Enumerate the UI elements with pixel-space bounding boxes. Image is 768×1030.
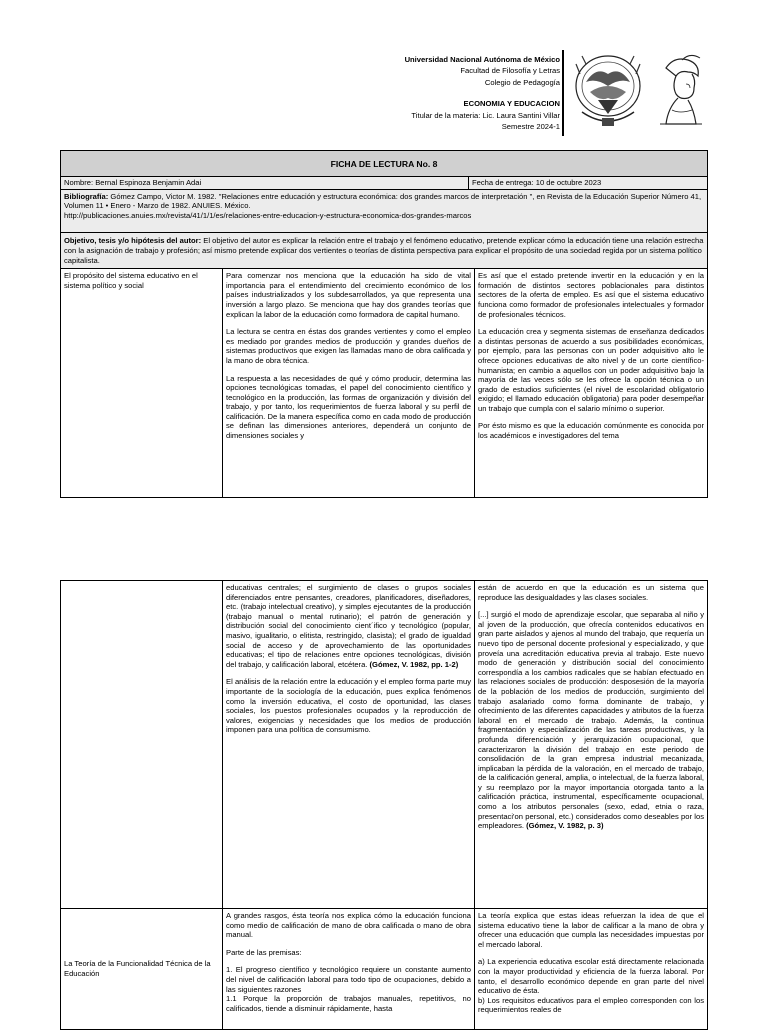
summary-paragraph: 1.1 Porque la proporción de trabajos manuales, repetitivos, no calificados, tiende a disminuir rápidamente, hasta xyxy=(226,994,471,1013)
commentary-paragraph: La educación crea y segmenta sistemas de enseñanza dedicados a distintas personas de acuerdo a sus posibilidades económicas, por ejemplo, para las personas con un poder adquisitivo alto le ofrece opciones educativas de alto nivel y de un corte científico-humanista; en cambio a aquellos con un poder adquisitivo bajo la mayoría de las veces sólo se les ofrece la opción técnica o un grado de estudios suficientes (el nivel de escolaridad obligatorio exigido; el llamado educación obligatoria) para poder desempeñar un trabajo que cumpla con el salario mínimo o superior. xyxy=(478,327,704,413)
summary-paragraph: educativas centrales; el surgimiento de clases o grupos sociales diferenciados entre pensantes, creadores, planificadores, diseñadores, etc. (trabajo intelectual creativo), y simples ejecutantes de la producción (trabajo manual o mental rutinario); el patrón de generación y distribución social del conocimiento cient´ifico y tecnológico (popular, masivo, igualitario, o elitista, restringido, clasista); el grado de igualdad social de acceso y de aprovechamiento de las oportunidades educativas; el tipo de relaciones entre opciones tecnológicas, división del trabajo, y calificación laboral, etcétera. (Gómez, V. 1982, pp. 1-2) xyxy=(226,583,471,669)
student-name: Nombre: Bernal Espinoza Benjamin Adai xyxy=(61,177,469,189)
commentary-paragraph: [...] surgió el modo de aprendizaje escolar, que separaba al niño y al joven de la producción, que ofrecía contenidos educativos en gran parte aislados y ajenos al mundo del trabajo, que requería un nuevo tipo de personal docente profesional y especializado, y que proveía una acreditación educativa previa al trabajo. Este nuevo modo de generación y distribución social del conocimiento correspondía a los cambios radicales que se habían efectuado en las relaciones sociales de producción: desposesión de la mayoría de la población de los medios de producción, surgimiento del trabajo asalariado como forma dominante de trabajo, y ofrecimiento de las diferentes capacidades y atributos de la fuerza laboral en el mercado de trabajo. Además, la continua fragmentación y especialización de las tareas productivas, y la profunda diferenciación y jerarquización ocupacional, que caracterizaron la división del trabajo en este periodo de consolidación de la gran empresa industrial mecanizada, implicaban la pérdida de la valoración, en el mercado de trabajo, de la calificación general, amplia, o intelectual, de la fuerza laboral, y su reemplazo por la mayor importancia otorgada tanto a la calificación práctica, instrumental, específicamente ocupacional, como a los atributos personales (sexo, edad, etnia o raza, presentaci'on personal, etc.) considerados como deseables por los empleadores. (Gómez, V. 1982, p. 3) xyxy=(478,610,704,831)
commentary-cell xyxy=(475,909,707,1029)
semester: Semestre 2024-1 xyxy=(501,122,560,132)
summary-paragraph: Para comenzar nos menciona que la educación ha sido de vital importancia para el entendimiento del crecimiento económico de los países industrializados y los subdesarrollados, ya que representa una inversión a largo plazo. Se menciona que hay dos grandes teorías que explican la labor de la educación como formadora de capital humano. xyxy=(226,271,471,319)
name-date-row xyxy=(61,177,707,190)
athena-logo-icon xyxy=(652,54,706,130)
commentary-paragraph: Por ésto mismo es que la educación comúnmente es conocida por los académicos e investigadores del tema xyxy=(478,421,704,441)
summary-cell xyxy=(223,581,475,908)
college-name: Colegio de Pedagogía xyxy=(484,77,560,87)
header-divider xyxy=(562,50,564,136)
table-row-continuation xyxy=(61,581,707,909)
commentary-paragraph: La teoría explica que estas ideas refuerzan la idea de que el sistema educativo tiene la labor de calificar a la mano de obra y ofrecer una educación que cumpla las necesidades impuestas por el mercado laboral. xyxy=(478,911,704,949)
table-row-funcionalidad xyxy=(61,909,707,1029)
ficha-table-page2 xyxy=(60,580,708,1030)
ficha-table-page1 xyxy=(60,150,708,498)
delivery-date: Fecha de entrega: 10 de octubre 2023 xyxy=(472,178,602,187)
row-topic: La Teoría de la Funcionalidad Técnica de la Educación xyxy=(61,909,223,1029)
citation: (Gómez, V. 1982, p. 3) xyxy=(524,821,604,831)
table-row-proposito xyxy=(61,269,707,497)
citation: (Gómez, V. 1982, pp. 1-2) xyxy=(367,659,459,669)
university-name: Universidad Nacional Autónoma de México xyxy=(404,55,560,64)
faculty-name: Facultad de Filosofía y Letras xyxy=(460,66,560,76)
summary-paragraph: A grandes rasgos, ésta teoría nos explica cómo la educación funciona como medio de calificación de mano de obra calificada o mano de obra manual. xyxy=(226,911,471,940)
summary-paragraph: Parte de las premisas: xyxy=(226,947,302,957)
teacher-name: Titular de la materia: Lic. Laura Santini Villar xyxy=(411,110,560,120)
biblio-text: Gómez Campo, Victor M. 1982. "Relaciones entre educación y estructura económica: dos grandes marcos de interpretación ", en Revista de la Educación Superior Número 41, Volumen 11 • Enero - Marzo de 1982. ANUIES. México. xyxy=(64,191,702,211)
commentary-paragraph: Es así que el estado pretende invertir en la educación y en la formación de distintos sectores poblacionales para distintos sectores de la oferta de empleo. Es así que el sistema educativo funciona como formador de profesionales intelectuales y formador de profesionales técnicos. xyxy=(478,271,704,319)
unam-crest-icon xyxy=(572,52,644,132)
summary-cell xyxy=(223,269,475,497)
commentary-cell xyxy=(475,269,707,497)
summary-cell xyxy=(223,909,475,1029)
row-topic-empty xyxy=(61,581,223,908)
objective xyxy=(61,233,707,269)
commentary-paragraph: están de acuerdo en que la educación es un sistema que reproduce las desigualdades y las clases sociales. xyxy=(478,583,704,602)
biblio-label: Bibliografía: xyxy=(64,191,109,201)
row-topic: El propósito del sistema educativo en el sistema político y social xyxy=(61,269,223,497)
objective-text: El objetivo del autor es explicar la relación entre el trabajo y el fenómeno educativo, pretende explicar cómo la educación tiene una relación estrecha con la asignación de trabajo y profesión; así mismo pretende explicar dos vertientes o teorías de distinta perspectiva para explicar el propósito de una sociedad regida por un sistema político capitalista. xyxy=(64,236,704,265)
biblio-url: http://publicaciones.anuies.mx/revista/41/1/1/es/relaciones-entre-educacion-y-estructura-economica-dos-grandes-marcos xyxy=(64,210,472,220)
commentary-paragraph: a) La experiencia educativa escolar está directamente relacionada con la mayor productividad y eficiencia de la fuerza laboral. Por tanto, el desarrollo económico depende en gran parte del nivel educativo de ésta. xyxy=(478,957,704,996)
summary-paragraph: 1. El progreso científico y tecnológico requiere un constante aumento del nivel de calificación laboral para todo tipo de ocupaciones, debido a las siguientes razones xyxy=(226,965,471,994)
summary-paragraph: La respuesta a las necesidades de qué y cómo producir, determina las opciones tecnológicas tomadas, el papel del conocimiento científico y tecnológico en la producción, las formas de organización y división del trabajo, y por tanto, los requerimientos de fuerza laboral y su perfil de calificación. De la manera específica como en cada modo de producción se definan las dimensiones anteriores, dependerá un conjunto de dimensiones sociales y xyxy=(226,373,471,441)
summary-paragraph: El análisis de la relación entre la educación y el empleo forma parte muy importante de la sociología de la educación, pues explica fenómenos como la inversión educativa, el costo de oportunidad, las clases sociales, los puestos profesionales ocupados y la reproducción de valores, exigencias y necesidades que los medios de producción imponen para una política de consumismo. xyxy=(226,677,471,735)
objective-label: Objetivo, tesis y/o hipótesis del autor: xyxy=(64,236,202,246)
commentary-cell xyxy=(475,581,707,908)
course-name: ECONOMIA Y EDUCACION xyxy=(463,99,560,109)
bibliography xyxy=(61,190,707,234)
ficha-title: FICHA DE LECTURA No. 8 xyxy=(61,151,707,177)
summary-paragraph: La lectura se centra en éstas dos grandes vertientes y como el empleo es mediado por grandes medios de producción y grandes dueños de sistemas productivos que exigen las llamadas mano de obra calificada y la mano de obra técnica. xyxy=(226,327,471,365)
document-header xyxy=(0,50,768,142)
commentary-paragraph: b) Los requisitos educativos para el empleo corresponden con los requerimientos reales de xyxy=(478,995,704,1015)
header-text-block xyxy=(405,54,560,132)
